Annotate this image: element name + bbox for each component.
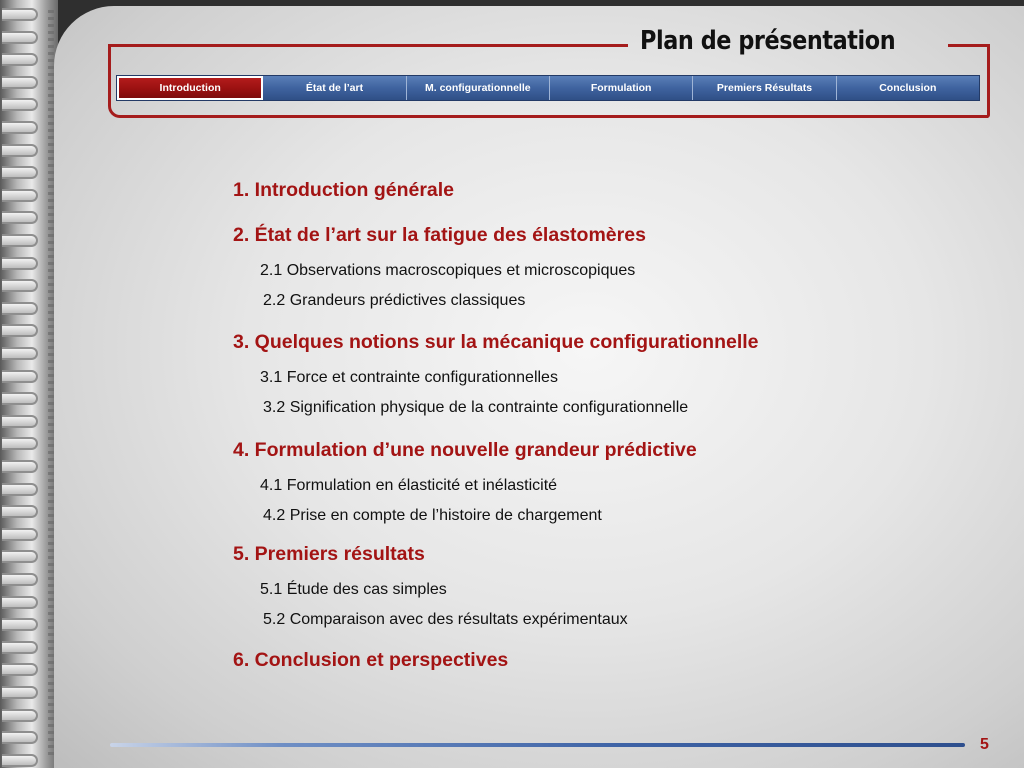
binder-strip xyxy=(0,0,58,768)
binder-ring xyxy=(2,8,38,21)
binder-ring xyxy=(2,189,38,202)
footer-line xyxy=(110,743,965,747)
binder-ring xyxy=(2,528,38,541)
binder-ring xyxy=(2,144,38,157)
outline-subsection-5-1: 5.1 Étude des cas simples xyxy=(260,581,447,598)
binder-ring xyxy=(2,618,38,631)
binder-ring xyxy=(2,437,38,450)
outline-section-2: 2. État de l’art sur la fatigue des élastomères xyxy=(233,224,646,246)
binder-ring xyxy=(2,709,38,722)
outline-subsection-2-1: 2.1 Observations macroscopiques et microscopiques xyxy=(260,262,636,279)
binder-ring xyxy=(2,324,38,337)
header-frame-right-line xyxy=(948,44,990,47)
binder-ring xyxy=(2,370,38,383)
tab-m-configurationnelle[interactable]: M. configurationnelle xyxy=(407,76,550,100)
tab-premiers-resultats[interactable]: Premiers Résultats xyxy=(693,76,836,100)
outline-subsection-4-2: 4.2 Prise en compte de l’histoire de chargement xyxy=(263,507,602,524)
binder-ring xyxy=(2,279,38,292)
binder-ring xyxy=(2,641,38,654)
outline-section-4: 4. Formulation d’une nouvelle grandeur prédictive xyxy=(233,439,697,461)
binder-ring xyxy=(2,573,38,586)
tab-formulation[interactable]: Formulation xyxy=(550,76,693,100)
binder-ring xyxy=(2,754,38,767)
binder-ring xyxy=(2,731,38,744)
binder-ring xyxy=(2,53,38,66)
outline-section-5: 5. Premiers résultats xyxy=(233,543,425,565)
binder-ring xyxy=(2,347,38,360)
binder-ring xyxy=(2,121,38,134)
outline-subsection-3-2: 3.2 Signification physique de la contrainte configurationnelle xyxy=(263,399,689,416)
outline-subsection-5-2: 5.2 Comparaison avec des résultats expérimentaux xyxy=(263,611,628,628)
nav-bar xyxy=(116,75,980,101)
binder-ring xyxy=(2,596,38,609)
header-frame-right-edge xyxy=(987,44,990,118)
binder-ring xyxy=(2,505,38,518)
page-title: Plan de présentation xyxy=(640,26,896,56)
binder-ring xyxy=(2,686,38,699)
tab-etat-de-l-art[interactable]: État de l’art xyxy=(263,76,406,100)
header-frame-top-line xyxy=(108,44,628,47)
binder-ring xyxy=(2,257,38,270)
outline-subsection-2-2: 2.2 Grandeurs prédictives classiques xyxy=(263,292,526,309)
binder-ring xyxy=(2,166,38,179)
page-number: 5 xyxy=(980,736,989,753)
binder-ring xyxy=(2,98,38,111)
binder-ring xyxy=(2,415,38,428)
binder-ring xyxy=(2,302,38,315)
slide-panel xyxy=(54,6,1024,768)
binder-ring xyxy=(2,483,38,496)
binder-ring xyxy=(2,550,38,563)
outline-section-1: 1. Introduction générale xyxy=(233,179,455,201)
binder-ring xyxy=(2,211,38,224)
outline-subsection-3-1: 3.1 Force et contrainte configurationnelles xyxy=(260,369,558,386)
binder-ring xyxy=(2,76,38,89)
binder-ring xyxy=(2,460,38,473)
binder-ring xyxy=(2,234,38,247)
binder-ring xyxy=(2,663,38,676)
outline-section-3: 3. Quelques notions sur la mécanique configurationnelle xyxy=(233,331,759,353)
tab-introduction[interactable]: Introduction xyxy=(117,76,263,100)
binder-ring xyxy=(2,31,38,44)
tab-conclusion[interactable]: Conclusion xyxy=(837,76,979,100)
binder-ring xyxy=(2,392,38,405)
outline-section-6: 6. Conclusion et perspectives xyxy=(233,649,509,671)
outline-subsection-4-1: 4.1 Formulation en élasticité et inélasticité xyxy=(260,477,558,494)
